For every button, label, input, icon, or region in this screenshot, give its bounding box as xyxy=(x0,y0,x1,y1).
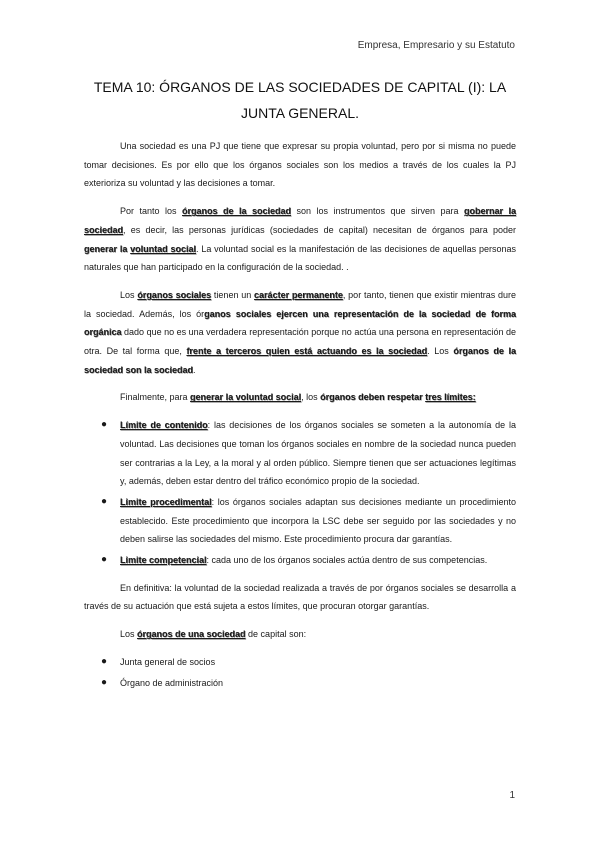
text-run: tienen un xyxy=(211,289,255,300)
text-run: dado que no es una verdadera representación porque no actúa una persona en representación de otra. De tal forma que, xyxy=(84,327,516,357)
text-run: . xyxy=(193,364,196,375)
term-frente-terceros: frente a terceros quien está actuando es la sociedad xyxy=(186,346,428,357)
term-organos-deben: órganos deben respetar xyxy=(320,392,426,403)
limit-text: : las decisiones de los órganos sociales se someten a la autonomía de la voluntad. Las decisiones que toman los órganos sociales en nombre de la sociedad nunca pueden ser contrarias a la Ley, a la moral y al orden público. Siempre tienen que ser actuaciones legítimas y, además, deben estar dentro del tráfico económico propio de la sociedad. xyxy=(120,420,516,487)
organs-list xyxy=(84,653,516,692)
limits-list xyxy=(84,416,516,570)
paragraph-organos-capital xyxy=(84,625,516,644)
term-voluntad-social: voluntad social xyxy=(130,243,197,254)
paragraph-organos xyxy=(84,202,516,277)
list-item xyxy=(84,416,516,491)
text-run: son los instrumentos que sirven para xyxy=(291,206,464,217)
bullet-icon: ● xyxy=(101,419,108,431)
organ-name: Junta general de socios xyxy=(120,656,216,667)
term-representacion: ganos sociales ejercen una representación de la sociedad de forma orgánica xyxy=(84,308,517,338)
term-gobernar: gobernar la sociedad xyxy=(84,206,517,235)
text-run: Los xyxy=(120,629,138,640)
bullet-icon: ● xyxy=(101,676,108,688)
running-header: Empresa, Empresario y su Estatuto xyxy=(357,40,515,51)
term-generar: generar la xyxy=(84,243,131,254)
list-item xyxy=(84,551,516,570)
paragraph-permanente xyxy=(84,286,516,380)
organ-name: Órgano de administración xyxy=(120,677,224,688)
list-item xyxy=(84,674,516,693)
term-organos-sociedad: órganos de la sociedad xyxy=(182,206,291,217)
term-organos-una-sociedad: órganos de una sociedad xyxy=(137,629,246,640)
term-caracter-permanente: carácter permanente xyxy=(254,289,343,300)
term-tres-limites: tres límites: xyxy=(425,392,476,403)
text-run: de capital son: xyxy=(245,629,307,640)
limit-label: Limite competencial xyxy=(120,555,207,566)
page-number: 1 xyxy=(509,790,515,801)
text-run: , es decir, las personas jurídicas (sociedades de capital) necesitan de órganos para poder xyxy=(123,224,516,235)
limit-label: Límite de contenido xyxy=(120,420,208,431)
body-text xyxy=(84,137,516,701)
text-run: Los xyxy=(120,289,138,300)
bullet-icon: ● xyxy=(101,554,108,566)
limit-text: : los órganos sociales adaptan sus decisiones mediante un procedimiento establecido. Este procedimiento que incorpora la LSC debe ser seguido por las sociedades y no deben salirse las sociedades del mismo. Este procedimiento procura dar garantías. xyxy=(120,496,516,545)
text-run: . La voluntad social es la manifestación de las decisiones de aquellas personas naturales que han participado en la configuración de la sociedad. . xyxy=(84,243,517,273)
text-run: Por tanto los xyxy=(120,206,182,217)
limit-label: Limite procedimental xyxy=(120,496,212,507)
paragraph-intro: Una sociedad es una PJ que tiene que expresar su propia voluntad, pero por si misma no puede tomar decisiones. Es por ello que los órganos sociales son los medios a través de los cuales la PJ exterioriza su voluntad y las decisiones a tomar. xyxy=(84,141,516,189)
page-title: TEMA 10: ÓRGANOS DE LAS SOCIEDADES DE CAPITAL (I): LA JUNTA GENERAL. xyxy=(93,79,507,121)
term-organos-son-sociedad: órganos de la sociedad son la sociedad xyxy=(84,346,516,375)
list-item xyxy=(84,493,516,549)
text-run: Finalmente, para xyxy=(120,392,191,403)
bullet-icon: ● xyxy=(101,495,108,507)
list-item xyxy=(84,653,516,672)
text-run: , por tanto, tienen que existir mientras dure la sociedad. Además, los ór xyxy=(84,289,517,319)
limit-text: : cada uno de los órganos sociales actúa dentro de sus competencias. xyxy=(206,555,488,566)
paragraph-definitiva: En definitiva: la voluntad de la sociedad realizada a través de por órganos sociales se desarrolla a través de su actuación que está sujeta a estos límites, que procuran otorgar garantías. xyxy=(84,582,516,612)
paragraph-limites xyxy=(84,388,516,407)
term-organos-sociales: órganos sociales xyxy=(137,289,212,300)
term-generar-voluntad: generar la voluntad social xyxy=(190,392,302,403)
bullet-icon: ● xyxy=(101,655,108,667)
text-run: , los xyxy=(301,392,321,403)
text-run: . Los xyxy=(427,346,454,357)
